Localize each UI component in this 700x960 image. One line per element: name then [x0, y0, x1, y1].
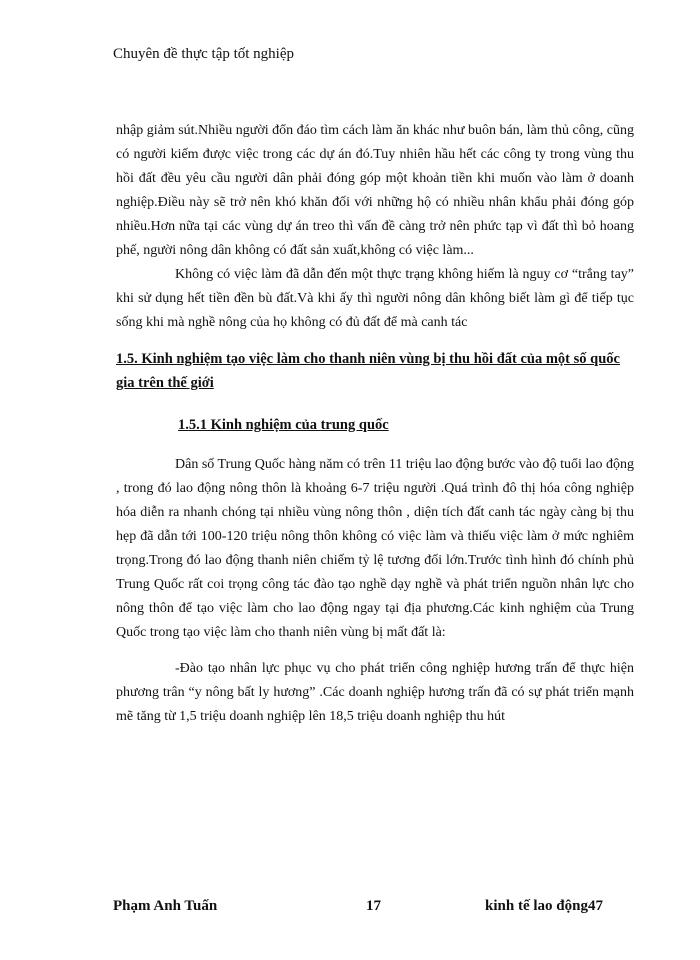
subsection-heading: 1.5.1 Kinh nghiệm của trung quốc [178, 417, 389, 433]
document-body [116, 119, 634, 729]
footer-page-number: 17 [366, 898, 381, 914]
paragraph-3: Dân số Trung Quốc hàng năm có trên 11 triệu lao động bước vào độ tuổi lao động , trong đó lao động nông thôn là khoảng 6-7 triệu người .Quá trình đô thị hóa công nghiệp hóa diễn ra nhanh chóng tại nhiều vùng nông thôn , diện tích đất canh tác ngày càng bị thu hẹp đã dẫn tới 100-120 triệu nông thôn không có việc làm và thiếu việc làm ở mức nghiêm trọng.Trong đó lao động thanh niên chiếm tỷ lệ tương đối lớn.Trước tình hình đó chính phủ Trung Quốc rất coi trọng công tác đào tạo nghề dạy nghề và phát triển nguồn nhân lực cho nông thôn để tạo việc làm cho lao động ngay tại địa phương.Các kinh nghiệm của Trung Quốc trong tạo việc làm cho thanh niên vùng bị mất đất là: [116, 457, 634, 640]
section-heading: 1.5. Kinh nghiệm tạo việc làm cho thanh niên vùng bị thu hồi đất của một số quốc gia trên thế giới [116, 351, 620, 391]
page-header: Chuyên đề thực tập tốt nghiệp [113, 46, 295, 62]
footer-department: kinh tế lao động47 [485, 898, 603, 914]
paragraph-1: nhập giảm sút.Nhiều người đổn đáo tìm cách làm ăn khác như buôn bán, làm thủ công, cũng có người kiếm được việc trong các dự án đó.Tuy nhiên hầu hết các công ty trong vùng thu hồi đất đều yêu cầu người dân phải đóng góp một khoản tiền khi muốn vào làm ở doanh nghiệp.Điều này sẽ trở nên khó khăn đối với những hộ có nhiều nhân khẩu phải đóng góp nhiều.Hơn nữa tại các vùng dự án treo thì vấn đề càng trở nên phức tạp vì đất thì bỏ hoang phế, người nông dân không có đất sản xuất,không có việc làm... [116, 123, 634, 258]
page-footer [0, 895, 700, 917]
footer-author: Phạm Anh Tuấn [113, 898, 218, 914]
paragraph-4: -Đào tạo nhân lực phục vụ cho phát triển công nghiệp hương trấn để thực hiện phương trân “y nông bất ly hương” .Các doanh nghiệp hương trấn đã có sự phát triển mạnh mẽ tăng từ 1,5 triệu doanh nghiệp lên 18,5 triệu doanh nghiệp thu hút [116, 661, 634, 724]
paragraph-2: Không có việc làm đã dẫn đến một thực trạng không hiếm là nguy cơ “trắng tay” khi sử dụng hết tiền đền bù đất.Và khi ấy thì người nông dân không biết làm gì để tiếp tục sống khi mà nghề nông của họ không có đủ đất để mà canh tác [116, 267, 634, 330]
